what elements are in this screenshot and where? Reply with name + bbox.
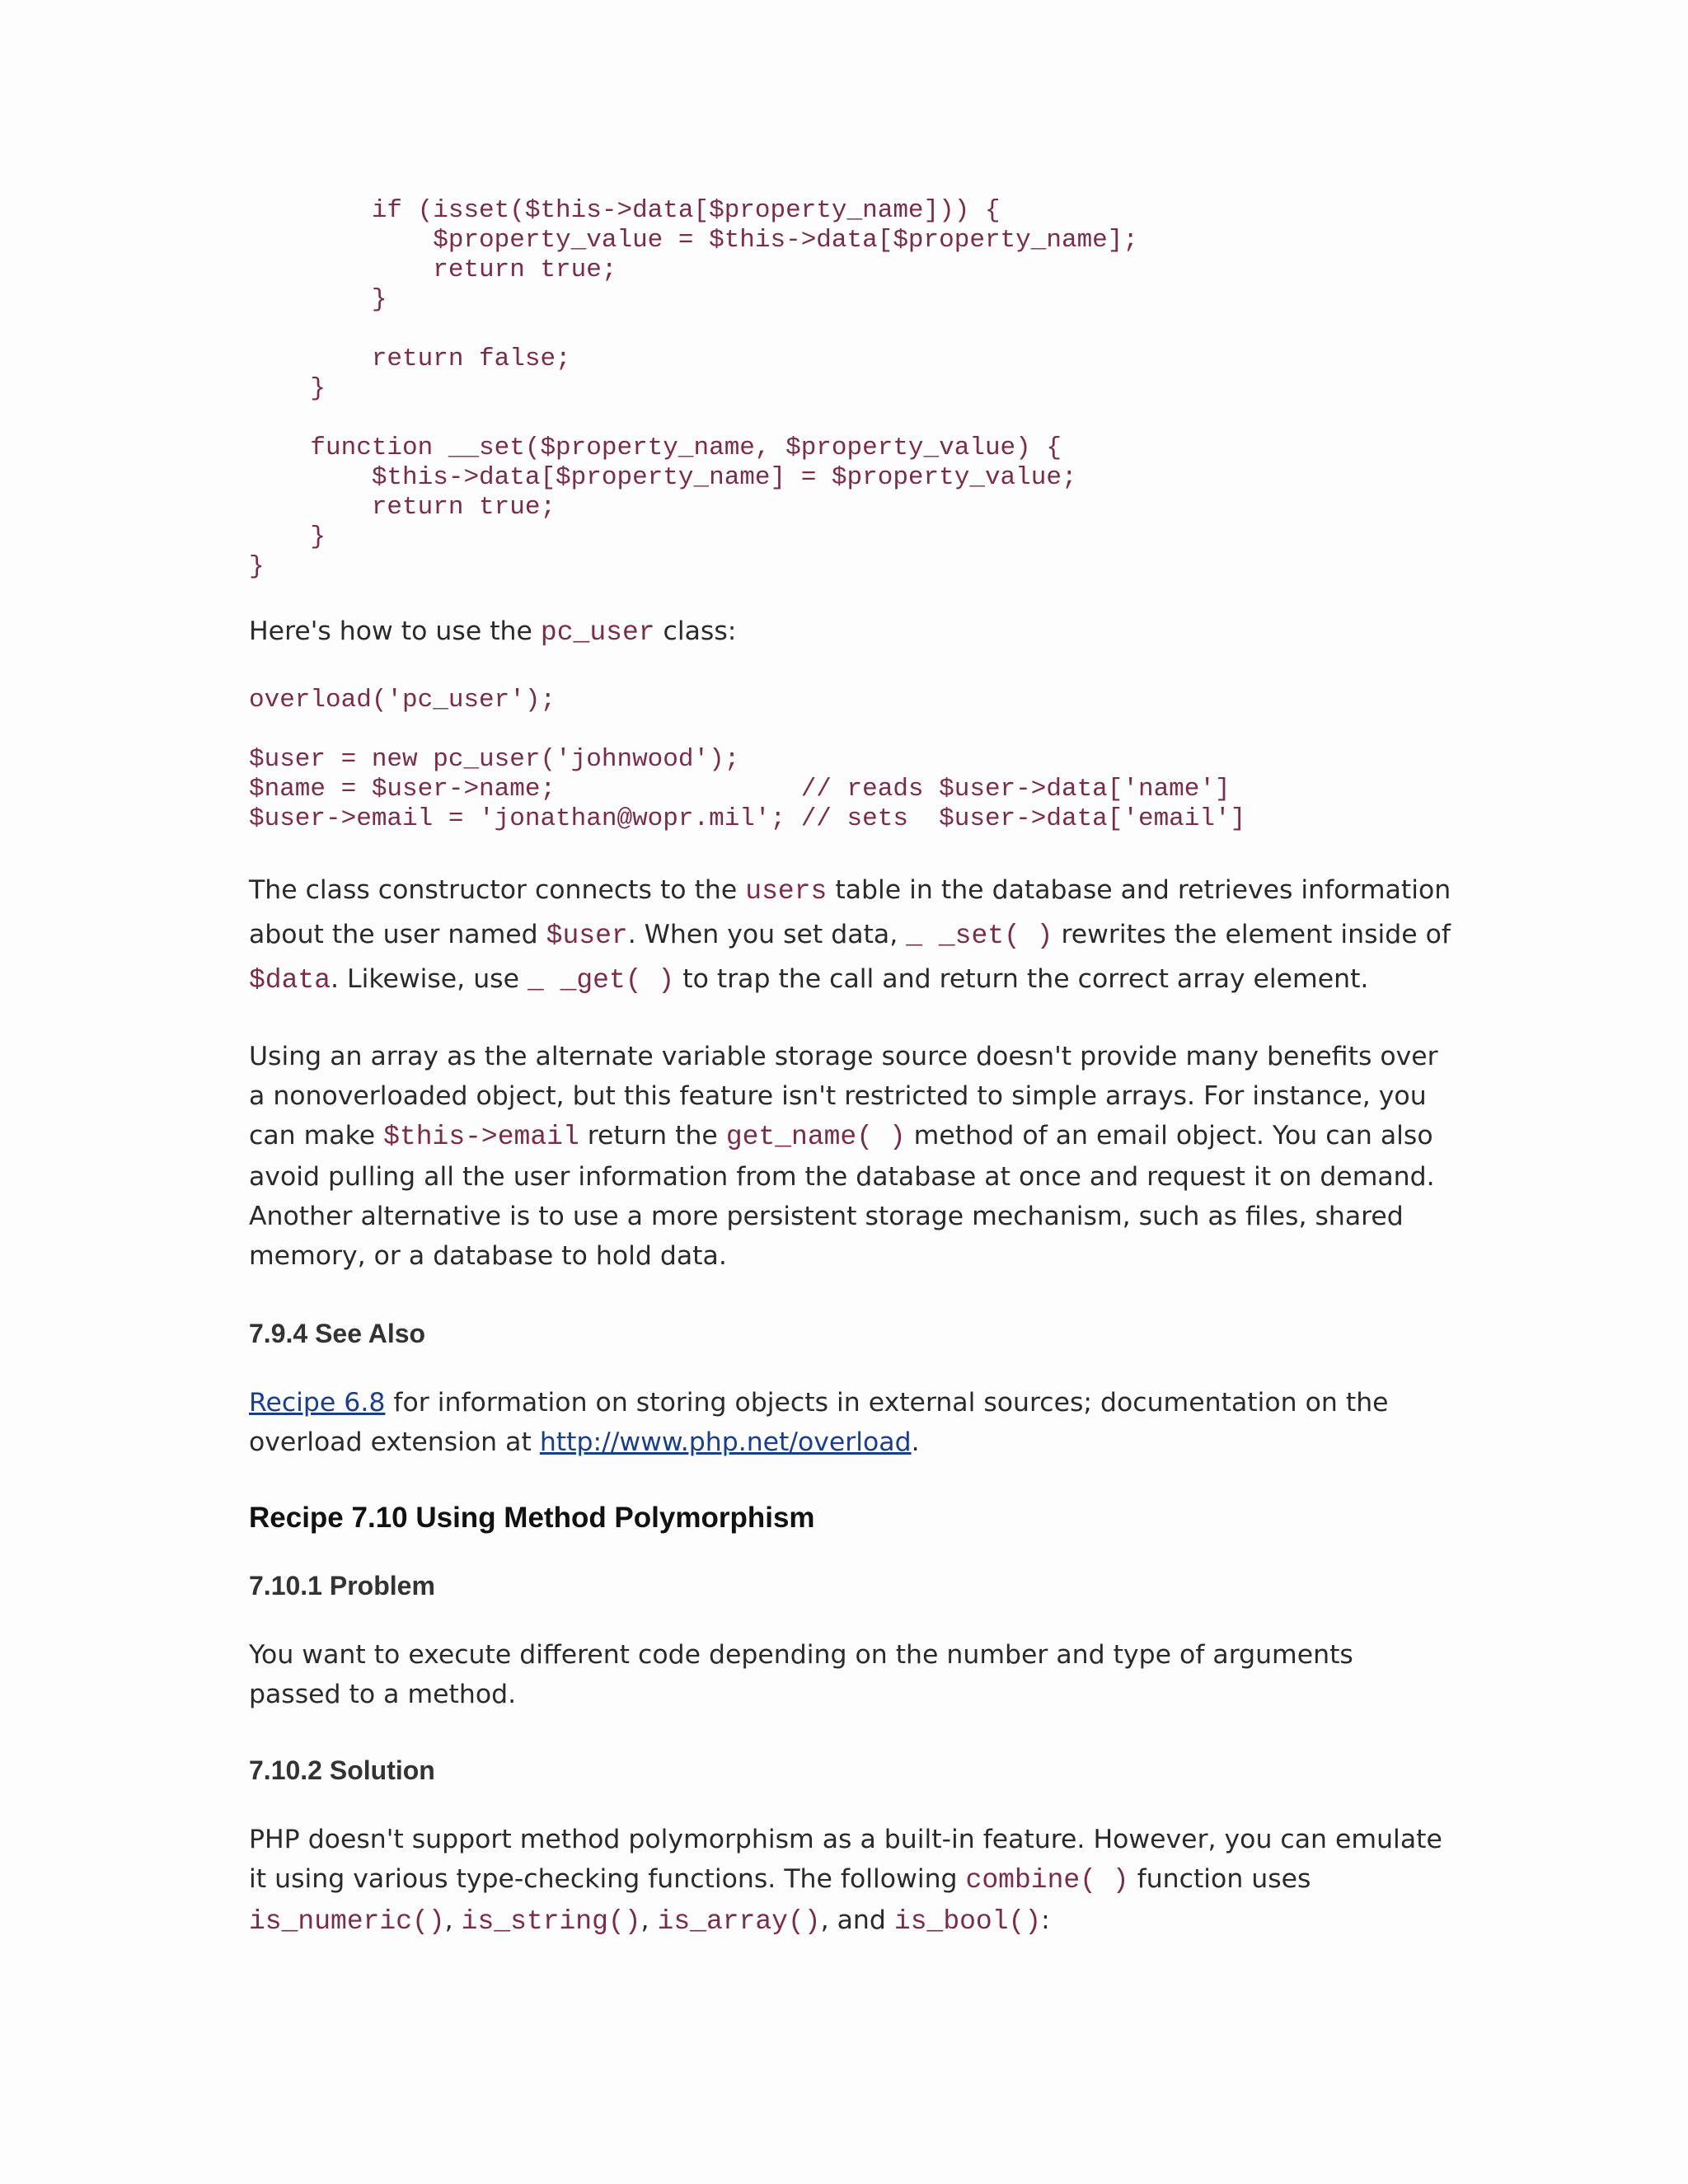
inline-code: users	[745, 876, 828, 907]
code-line: $this->data[$property_name] = $property_value;	[249, 463, 1077, 492]
code-line: $name = $user->name; // reads $user->data['name']	[249, 775, 1231, 804]
code-line: $property_value = $this->data[$property_name];	[249, 226, 1138, 255]
heading-recipe-7-10: Recipe 7.10 Using Method Polymorphism	[249, 1502, 815, 1534]
code-line: return true;	[249, 255, 617, 284]
code-line: }	[249, 523, 326, 551]
text-run: function uses	[1128, 1864, 1311, 1894]
inline-code: _ _get( )	[527, 965, 675, 996]
text-run: rewrites the element inside of	[1053, 920, 1451, 949]
inline-code: _ _set( )	[906, 921, 1053, 951]
inline-code: $data	[249, 965, 331, 996]
text-run: ,	[640, 1905, 658, 1935]
inline-code: $user	[546, 921, 628, 951]
text-run: table in the database and retrieves information about the user named	[249, 875, 1451, 949]
code-block-overload-class	[249, 196, 1452, 582]
text-run: :	[1041, 1905, 1050, 1935]
paragraph-problem: You want to execute different code depending on the number and type of arguments passed to a method.	[249, 1640, 1353, 1709]
text-run: ,	[444, 1905, 462, 1935]
code-line	[249, 715, 1452, 745]
code-block-usage	[249, 686, 1452, 834]
paragraph-constructor	[249, 869, 1452, 1002]
paragraph-usage-intro	[249, 612, 1452, 653]
inline-code: combine( )	[965, 1865, 1129, 1896]
text-run: method of an email object. You can also avoid pulling all the user information from the database at once and request it on demand. Another alternative is to use a more persistent storage mechanism, such as files, shared memory, or a database to hold data.	[249, 1121, 1435, 1271]
code-line: overload('pc_user');	[249, 686, 556, 715]
inline-code: get_name( )	[725, 1122, 906, 1152]
text-run: Here's how to use the	[249, 616, 541, 646]
inline-code: is_numeric()	[249, 1906, 445, 1937]
code-line: function __set($property_name, $property_value) {	[249, 434, 1062, 462]
paragraph-array-storage	[249, 1037, 1452, 1276]
code-line: }	[249, 552, 265, 581]
text-run: . When you set data,	[627, 920, 907, 949]
text-run: . Likewise, use	[331, 964, 528, 994]
paragraph-see-also	[249, 1383, 1452, 1462]
text-run: The class constructor connects to the	[249, 875, 746, 905]
code-line	[249, 315, 1452, 344]
heading-see-also: 7.9.4 See Also	[249, 1319, 426, 1348]
code-line: return false;	[249, 344, 571, 373]
link-recipe-6-8[interactable]: Recipe 6.8	[249, 1388, 386, 1418]
text-run: for information on storing objects in external sources; documentation on the overload extension at	[249, 1388, 1389, 1457]
inline-code: pc_user	[540, 617, 655, 648]
text-run: .	[911, 1427, 920, 1457]
code-line: if (isset($this->data[$property_name])) {	[249, 196, 1001, 225]
text-run: , and	[820, 1905, 894, 1935]
text-run: return the	[579, 1121, 726, 1151]
code-line	[249, 404, 1452, 434]
code-line: $user = new pc_user('johnwood');	[249, 745, 740, 774]
code-line: }	[249, 374, 326, 403]
inline-code: is_bool()	[893, 1906, 1042, 1937]
text-run: PHP doesn't support method polymorphism as a built-in feature. However, you can emulate it using various type-checking functions. The following	[249, 1825, 1442, 1894]
heading-problem: 7.10.1 Problem	[249, 1571, 435, 1601]
paragraph-solution	[249, 1820, 1452, 1942]
code-line: }	[249, 285, 387, 314]
inline-code: $this->email	[383, 1122, 579, 1152]
text-run: to trap the call and return the correct array element.	[674, 964, 1369, 994]
code-line: return true;	[249, 493, 556, 522]
heading-solution: 7.10.2 Solution	[249, 1755, 435, 1785]
link-php-overload[interactable]: http://www.php.net/overload	[539, 1427, 912, 1457]
code-line: $user->email = 'jonathan@wopr.mil'; // sets $user->data['email']	[249, 804, 1246, 833]
text-run: Using an array as the alternate variable storage source doesn't provide many benefits over a nonoverloaded object, but this feature isn't restricted to simple arrays. For instance, you can make	[249, 1042, 1438, 1151]
inline-code: is_array()	[657, 1906, 821, 1937]
inline-code: is_string()	[461, 1906, 641, 1937]
text-run: class:	[654, 616, 737, 646]
document-page	[249, 196, 1452, 1942]
